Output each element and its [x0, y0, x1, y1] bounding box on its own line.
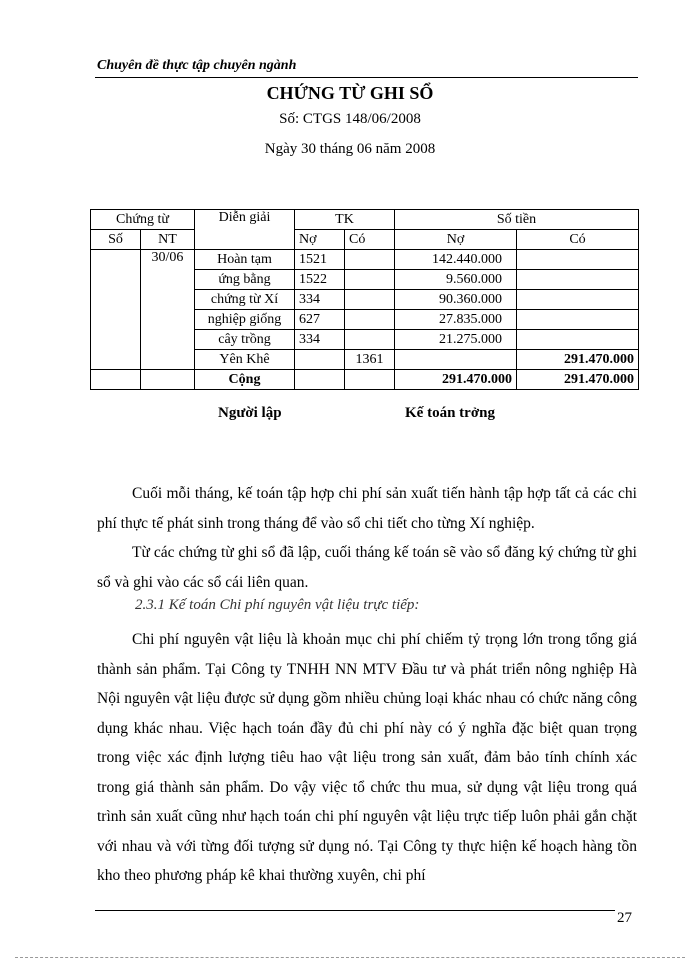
cell-description: Hoàn tạm	[195, 250, 295, 270]
cell-total-empty	[91, 370, 141, 390]
table-total-row	[91, 370, 639, 390]
cell-amount-debit: 27.835.000	[395, 310, 517, 330]
cell-description: Yên Khê	[195, 350, 295, 370]
cell-amount-debit: 90.360.000	[395, 290, 517, 310]
running-header: Chuyên đề thực tập chuyên ngành	[97, 58, 297, 73]
header-divider	[95, 77, 638, 78]
cell-amount-credit	[517, 290, 639, 310]
table-row	[91, 250, 639, 270]
header-account: TK	[295, 210, 395, 230]
cell-total-empty	[295, 370, 345, 390]
page-bottom-divider	[15, 957, 685, 958]
table-sub-header-row	[91, 230, 639, 250]
cell-description: ứng bằng	[195, 270, 295, 290]
cell-amount-credit: 291.470.000	[517, 350, 639, 370]
header-account-credit: Có	[345, 230, 395, 250]
cell-account-debit: 334	[295, 290, 345, 310]
cell-amount-credit	[517, 330, 639, 350]
cell-voucher-no	[91, 250, 141, 370]
cell-account-credit	[345, 250, 395, 270]
table-group-header-row	[91, 210, 639, 230]
cell-account-debit: 627	[295, 310, 345, 330]
cell-amount-debit	[395, 350, 517, 370]
paragraph-2: Từ các chứng từ ghi sổ đã lập, cuối tháng kế toán sẽ vào sổ đăng ký chứng từ ghi sổ và ghi vào các sổ cái liên quan.	[97, 544, 637, 591]
page-number: 27	[617, 910, 632, 926]
cell-description: chứng từ Xí	[195, 290, 295, 310]
header-amount-debit: Nợ	[395, 230, 517, 250]
total-label: Cộng	[195, 370, 295, 390]
cell-account-credit	[345, 330, 395, 350]
cell-amount-credit	[517, 250, 639, 270]
cell-amount-debit: 21.275.000	[395, 330, 517, 350]
header-account-debit: Nợ	[295, 230, 345, 250]
cell-total-empty	[141, 370, 195, 390]
cell-voucher-date: 30/06	[141, 250, 195, 370]
header-voucher: Chứng từ	[91, 210, 195, 230]
cell-total-empty	[345, 370, 395, 390]
ledger-table	[90, 209, 639, 390]
total-amount-credit: 291.470.000	[517, 370, 639, 390]
cell-account-credit: 1361	[345, 350, 395, 370]
section-heading: 2.3.1 Kế toán Chi phí nguyên vật liệu trực tiếp:	[135, 597, 420, 613]
paragraph-1: Cuối mỗi tháng, kế toán tập hợp chi phí sản xuất tiến hành tập hợp tất cả các chi phí thực tế phát sinh trong tháng để vào sổ chi tiết cho từng Xí nghiệp.	[97, 485, 637, 532]
header-description: Diễn giải	[195, 210, 295, 250]
cell-account-credit	[345, 270, 395, 290]
header-amount-credit: Có	[517, 230, 639, 250]
cell-description: nghiệp giống	[195, 310, 295, 330]
cell-amount-debit: 142.440.000	[395, 250, 517, 270]
header-voucher-no: Số	[91, 230, 141, 250]
cell-amount-credit	[517, 310, 639, 330]
cell-amount-debit: 9.560.000	[395, 270, 517, 290]
total-amount-debit: 291.470.000	[395, 370, 517, 390]
cell-account-debit: 1521	[295, 250, 345, 270]
cell-amount-credit	[517, 270, 639, 290]
footer-divider	[95, 910, 615, 911]
cell-account-credit	[345, 290, 395, 310]
cell-account-debit: 334	[295, 330, 345, 350]
cell-description: cây trồng	[195, 330, 295, 350]
cell-account-credit	[345, 310, 395, 330]
cell-account-debit: 1522	[295, 270, 345, 290]
signature-preparer: Người lập	[218, 405, 282, 421]
document-date: Ngày 30 tháng 06 năm 2008	[264, 141, 436, 157]
header-voucher-date: NT	[141, 230, 195, 250]
document-number: Số: CTGS 148/06/2008	[279, 111, 421, 127]
cell-account-debit	[295, 350, 345, 370]
header-amount: Số tiền	[395, 210, 639, 230]
document-title: CHỨNG TỪ GHI SỔ	[266, 83, 434, 103]
paragraph-3: Chi phí nguyên vật liệu là khoản mục chi phí chiếm tỷ trọng lớn trong tổng giá thành sản phẩm. Tại Công ty TNHH NN MTV Đầu tư và phát triển nông nghiệp Hà Nội nguyên vật liệu được sử dụng gồm nhiều chủng loại khác nhau có chức năng công dụng khác nhau. Việc hạch toán đầy đủ chi phí này có ý nghĩa đặc biệt quan trọng trong việc xác định lượng tiêu hao vật liệu trong sản xuất, đảm bảo tính chính xác trong giá thành sản phẩm. Do vậy việc tổ chức thu mua, sử dụng vật liệu trong quá trình sản xuất cũng như hạch toán chi phí nguyên vật liệu trực tiếp luôn phải gắn chặt với nhau và với từng đối tượng sử dụng nó. Tại Công ty thực hiện kế hoạch hàng tồn kho theo phương pháp kê khai thường xuyên, chi phí	[97, 631, 637, 884]
signature-accountant: Kế toán trởng	[405, 405, 495, 421]
